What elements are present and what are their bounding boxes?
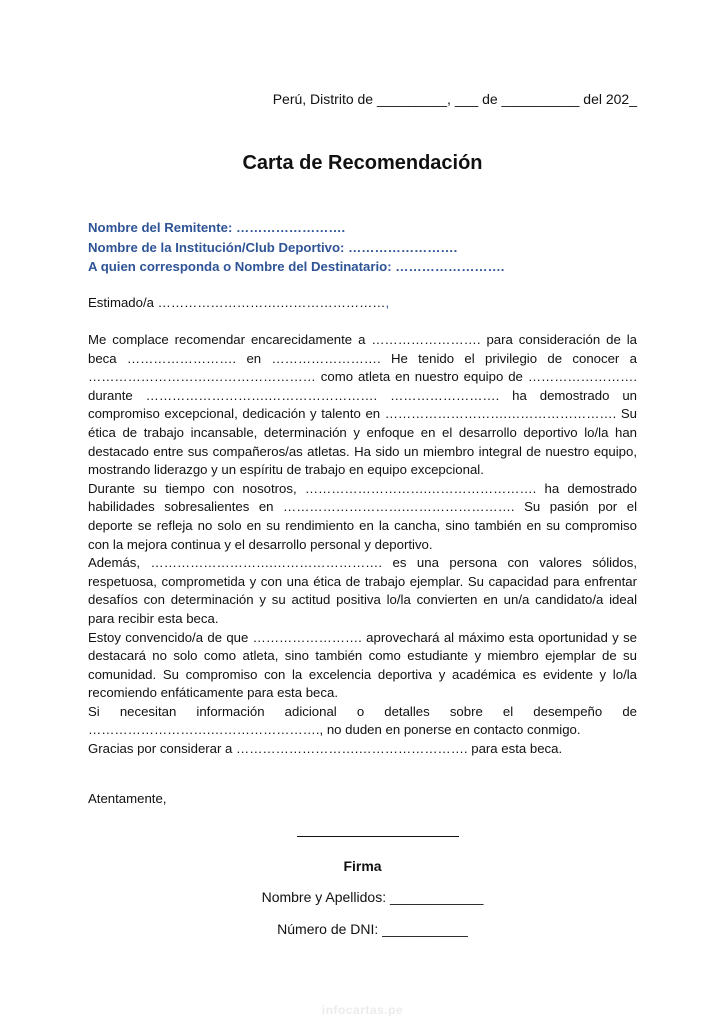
- body-paragraph: Estoy convencido/a de que ……………………. aprovechará al máximo esta oportunidad y se destacará no solo como atleta, sino también como estudiante y miembro ejemplar de su comunidad. Su compromiso con la excelencia deportiva y académica es evidente y lo/la recomiendo enfáticamente para esta beca.: [88, 629, 637, 701]
- body-paragraph: Además, ……………………….……………………. es una persona con valores sólidos, respetuosa, comprometida y con una ética de trabajo ejemplar. Su capacidad para enfrentar desafíos con determinación y su actitud positiva lo/la convierten en un/a candidato/a ideal para recibir esta beca.: [88, 555, 637, 626]
- body-paragraph: Durante su tiempo con nosotros, ……………………….……………………. ha demostrado habilidades sobresalientes en ……………………….……………………. Su pasión por el deporte se refleja no solo en su rendimiento en la cancha, sino también en su compromiso con la mejora continua y el desarrollo personal y deportivo.: [88, 480, 637, 552]
- signature-line: [297, 836, 459, 837]
- sender-block: [88, 218, 504, 277]
- greeting-text: Estimado/a ……………………….……………………: [88, 295, 386, 310]
- sender-name-line: Nombre del Remitente: …………………….: [88, 220, 346, 235]
- greeting-comma: ,: [385, 295, 390, 310]
- name-field: Nombre y Apellidos: ____________: [261, 889, 484, 905]
- dni-field: Número de DNI: ___________: [277, 921, 468, 937]
- body-paragraph: Si necesitan información adicional o detalles sobre el desempeño de ……………………….……………………., no duden en ponerse en contacto conmigo.: [88, 703, 637, 738]
- date-line: Perú, Distrito de _________, ___ de __________ del 202_: [272, 91, 637, 107]
- signature-label: Firma: [343, 858, 382, 874]
- letter-title: Carta de Recomendación: [242, 152, 483, 174]
- institution-line: Nombre de la Institución/Club Deportivo: …………………….: [88, 239, 458, 255]
- closing-text: Atentamente,: [88, 791, 167, 806]
- greeting: [88, 295, 389, 310]
- recipient-line: A quien corresponda o Nombre del Destinatario: …………………….: [88, 259, 505, 274]
- watermark: infocartas.pe: [321, 1003, 404, 1017]
- body-paragraph: Gracias por considerar a ……………………….……………………. para esta beca.: [88, 741, 563, 757]
- letter-body: [88, 331, 637, 759]
- body-paragraph: Me complace recomendar encarecidamente a ……………………. para consideración de la beca ……………………. en ……………………. He tenido el privilegio de conocer a ……………………….…………………… como atleta en nuestro equipo de ……………………. durante ……………………….……………………. ……………………. ha demostrado un compromiso excepcional, dedicación y talento en ……………………….……………………. Su ética de trabajo incansable, determinación y enfoque en el desarrollo deportivo lo/la han destacado entre sus compañeros/as atletas. Ha sido un miembro integral de nuestro equipo, mostrando liderazgo y un espíritu de trabajo en equipo excepcional.: [88, 332, 637, 478]
